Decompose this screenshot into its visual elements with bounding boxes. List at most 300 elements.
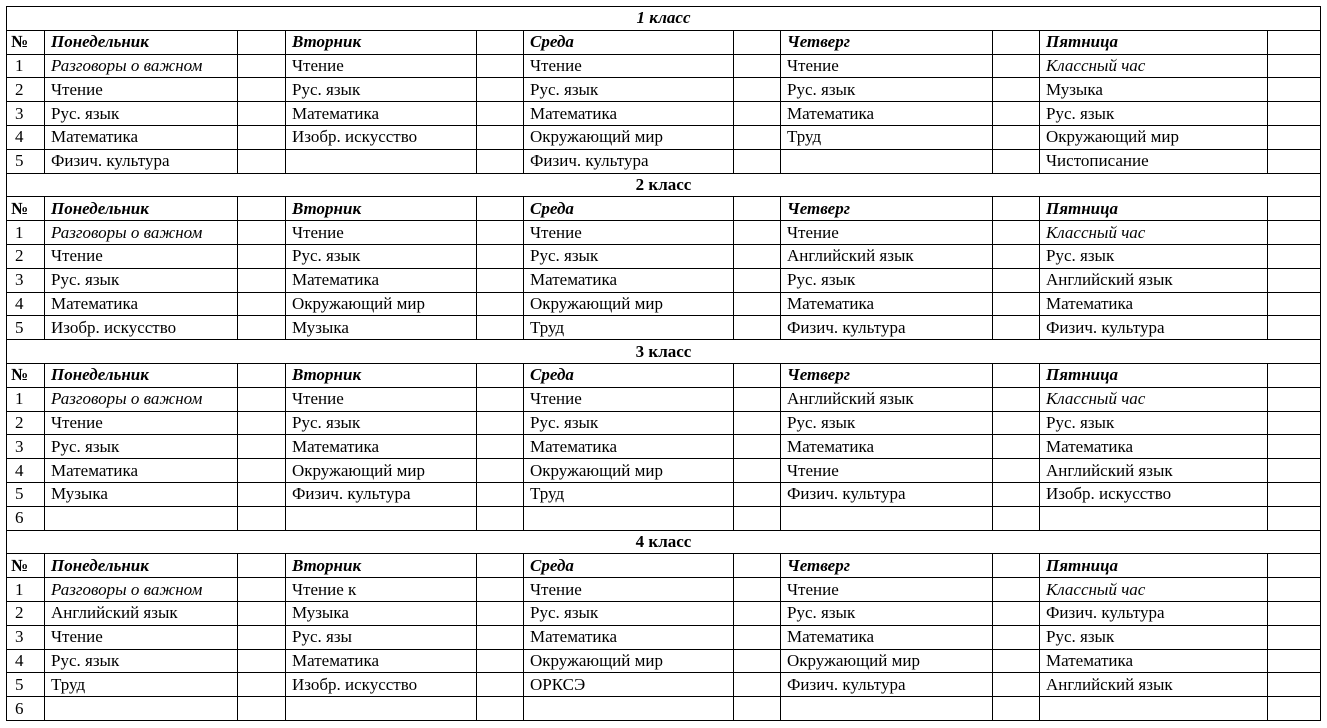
empty-cell	[477, 625, 524, 649]
empty-cell	[1268, 268, 1321, 292]
subject-cell: Классный час	[1040, 387, 1268, 411]
subject-cell	[524, 506, 734, 530]
lesson-number: 2	[7, 78, 45, 102]
empty-cell	[477, 102, 524, 126]
class-title-row	[7, 340, 1321, 364]
empty-cell	[1268, 221, 1321, 245]
subject-cell: Окружающий мир	[1040, 125, 1268, 149]
day-header: Пятница	[1040, 30, 1268, 54]
subject-cell: Английский язык	[781, 387, 993, 411]
empty-cell	[734, 363, 781, 387]
empty-cell	[477, 411, 524, 435]
subject-cell: Физич. культура	[1040, 601, 1268, 625]
subject-cell: Математика	[781, 625, 993, 649]
empty-cell	[477, 221, 524, 245]
subject-cell: Труд	[781, 125, 993, 149]
subject-cell: Музыка	[286, 316, 477, 340]
subject-cell: Рус. язык	[524, 78, 734, 102]
subject-cell: Изобр. искусство	[1040, 482, 1268, 506]
empty-cell	[734, 435, 781, 459]
subject-cell: Чтение	[524, 387, 734, 411]
subject-cell: ОРКСЭ	[524, 673, 734, 697]
day-header: Понедельник	[45, 30, 238, 54]
subject-cell: Английский язык	[1040, 459, 1268, 483]
lesson-row	[7, 54, 1321, 78]
empty-cell	[993, 435, 1040, 459]
day-header: Вторник	[286, 363, 477, 387]
empty-cell	[1268, 697, 1321, 721]
subject-cell	[524, 697, 734, 721]
empty-cell	[238, 268, 286, 292]
empty-cell	[477, 387, 524, 411]
class-title: 2 класс	[7, 173, 1321, 197]
subject-cell: Окружающий мир	[524, 459, 734, 483]
subject-cell: Классный час	[1040, 54, 1268, 78]
empty-cell	[993, 673, 1040, 697]
subject-cell: Математика	[781, 102, 993, 126]
empty-cell	[238, 697, 286, 721]
empty-cell	[1268, 102, 1321, 126]
subject-cell: Рус. язык	[286, 78, 477, 102]
subject-cell: Чтение	[781, 578, 993, 602]
subject-cell: Математика	[286, 649, 477, 673]
lesson-number: 3	[7, 268, 45, 292]
empty-cell	[993, 149, 1040, 173]
subject-cell: Английский язык	[45, 601, 238, 625]
subject-cell: Английский язык	[1040, 268, 1268, 292]
empty-cell	[477, 30, 524, 54]
lesson-row	[7, 625, 1321, 649]
empty-cell	[1268, 506, 1321, 530]
day-header: Четверг	[781, 30, 993, 54]
lesson-row	[7, 435, 1321, 459]
subject-cell: Рус. язы	[286, 625, 477, 649]
empty-cell	[734, 578, 781, 602]
empty-cell	[1268, 625, 1321, 649]
day-header: Среда	[524, 197, 734, 221]
subject-cell: Рус. язык	[45, 649, 238, 673]
lesson-row	[7, 411, 1321, 435]
class-title: 4 класс	[7, 530, 1321, 554]
subject-cell	[781, 149, 993, 173]
lesson-row	[7, 78, 1321, 102]
empty-cell	[734, 316, 781, 340]
subject-cell: Разговоры о важном	[45, 54, 238, 78]
lesson-number: 1	[7, 221, 45, 245]
subject-cell: Рус. язык	[524, 244, 734, 268]
empty-cell	[238, 578, 286, 602]
subject-cell: Математика	[781, 435, 993, 459]
subject-cell: Математика	[286, 268, 477, 292]
subject-cell: Изобр. искусство	[45, 316, 238, 340]
lesson-row	[7, 292, 1321, 316]
subject-cell: Разговоры о важном	[45, 578, 238, 602]
lesson-number: 3	[7, 102, 45, 126]
day-header: Среда	[524, 30, 734, 54]
subject-cell: Окружающий мир	[781, 649, 993, 673]
empty-cell	[477, 268, 524, 292]
empty-cell	[734, 625, 781, 649]
empty-cell	[734, 54, 781, 78]
empty-cell	[993, 30, 1040, 54]
empty-cell	[993, 601, 1040, 625]
empty-cell	[993, 125, 1040, 149]
empty-cell	[1268, 578, 1321, 602]
lesson-row	[7, 601, 1321, 625]
empty-cell	[477, 697, 524, 721]
empty-cell	[734, 411, 781, 435]
day-header: Вторник	[286, 30, 477, 54]
empty-cell	[734, 102, 781, 126]
lesson-row	[7, 268, 1321, 292]
lesson-row	[7, 221, 1321, 245]
empty-cell	[238, 435, 286, 459]
empty-cell	[993, 54, 1040, 78]
schedule-body	[7, 7, 1321, 721]
lesson-row	[7, 125, 1321, 149]
subject-cell: Физич. культура	[781, 316, 993, 340]
subject-cell: Классный час	[1040, 578, 1268, 602]
subject-cell	[286, 697, 477, 721]
lesson-number: 3	[7, 625, 45, 649]
subject-cell: Физич. культура	[1040, 316, 1268, 340]
empty-cell	[993, 268, 1040, 292]
subject-cell: Чтение	[781, 459, 993, 483]
empty-cell	[1268, 316, 1321, 340]
subject-cell: Рус. язык	[1040, 625, 1268, 649]
subject-cell: Математика	[286, 435, 477, 459]
empty-cell	[993, 506, 1040, 530]
empty-cell	[477, 292, 524, 316]
empty-cell	[1268, 601, 1321, 625]
lesson-row	[7, 673, 1321, 697]
day-header: Четверг	[781, 363, 993, 387]
lesson-row	[7, 697, 1321, 721]
empty-cell	[238, 30, 286, 54]
subject-cell: Чтение к	[286, 578, 477, 602]
day-header: Пятница	[1040, 554, 1268, 578]
day-header-row	[7, 554, 1321, 578]
empty-cell	[238, 292, 286, 316]
lesson-number: 5	[7, 316, 45, 340]
lesson-number: 6	[7, 697, 45, 721]
subject-cell: Математика	[781, 292, 993, 316]
subject-cell: Математика	[524, 435, 734, 459]
subject-cell	[45, 506, 238, 530]
lesson-number: 4	[7, 459, 45, 483]
empty-cell	[477, 244, 524, 268]
empty-cell	[238, 316, 286, 340]
empty-cell	[734, 149, 781, 173]
empty-cell	[993, 363, 1040, 387]
lesson-number: 1	[7, 578, 45, 602]
day-header-row	[7, 30, 1321, 54]
empty-cell	[477, 482, 524, 506]
class-title: 1 класс	[7, 7, 1321, 31]
empty-cell	[238, 78, 286, 102]
empty-cell	[238, 221, 286, 245]
subject-cell: Рус. язык	[781, 601, 993, 625]
subject-cell: Физич. культура	[781, 482, 993, 506]
empty-cell	[238, 102, 286, 126]
subject-cell: Классный час	[1040, 221, 1268, 245]
empty-cell	[1268, 387, 1321, 411]
empty-cell	[238, 363, 286, 387]
empty-cell	[993, 697, 1040, 721]
empty-cell	[734, 649, 781, 673]
empty-cell	[1268, 292, 1321, 316]
day-header: Четверг	[781, 197, 993, 221]
lesson-row	[7, 649, 1321, 673]
empty-cell	[477, 459, 524, 483]
class-title-row	[7, 530, 1321, 554]
empty-cell	[993, 78, 1040, 102]
day-header: Понедельник	[45, 363, 238, 387]
class-title: 3 класс	[7, 340, 1321, 364]
subject-cell	[286, 506, 477, 530]
subject-cell: Чтение	[286, 54, 477, 78]
subject-cell: Труд	[524, 316, 734, 340]
empty-cell	[1268, 30, 1321, 54]
subject-cell	[45, 697, 238, 721]
empty-cell	[734, 125, 781, 149]
empty-cell	[238, 387, 286, 411]
subject-cell: Физич. культура	[781, 673, 993, 697]
empty-cell	[734, 554, 781, 578]
subject-cell: Математика	[286, 102, 477, 126]
subject-cell: Музыка	[1040, 78, 1268, 102]
lesson-number: 5	[7, 673, 45, 697]
subject-cell: Чтение	[781, 54, 993, 78]
empty-cell	[734, 482, 781, 506]
subject-cell: Рус. язык	[286, 244, 477, 268]
number-header: №	[7, 363, 45, 387]
empty-cell	[477, 673, 524, 697]
empty-cell	[238, 197, 286, 221]
empty-cell	[238, 54, 286, 78]
empty-cell	[477, 78, 524, 102]
empty-cell	[734, 459, 781, 483]
subject-cell: Рус. язык	[1040, 411, 1268, 435]
empty-cell	[1268, 54, 1321, 78]
subject-cell: Изобр. искусство	[286, 125, 477, 149]
subject-cell: Математика	[45, 292, 238, 316]
day-header-row	[7, 197, 1321, 221]
empty-cell	[477, 316, 524, 340]
empty-cell	[1268, 649, 1321, 673]
subject-cell	[286, 149, 477, 173]
subject-cell: Рус. язык	[1040, 102, 1268, 126]
empty-cell	[734, 292, 781, 316]
lesson-row	[7, 149, 1321, 173]
empty-cell	[734, 268, 781, 292]
empty-cell	[238, 506, 286, 530]
subject-cell: Математика	[524, 102, 734, 126]
lesson-number: 6	[7, 506, 45, 530]
subject-cell: Рус. язык	[1040, 244, 1268, 268]
empty-cell	[993, 292, 1040, 316]
class-title-row	[7, 7, 1321, 31]
empty-cell	[734, 78, 781, 102]
subject-cell: Физич. культура	[286, 482, 477, 506]
number-header: №	[7, 30, 45, 54]
lesson-row	[7, 506, 1321, 530]
subject-cell: Чтение	[286, 387, 477, 411]
lesson-row	[7, 482, 1321, 506]
subject-cell: Математика	[1040, 435, 1268, 459]
subject-cell: Рус. язык	[781, 411, 993, 435]
empty-cell	[993, 221, 1040, 245]
subject-cell: Рус. язык	[286, 411, 477, 435]
lesson-number: 3	[7, 435, 45, 459]
subject-cell: Математика	[45, 459, 238, 483]
empty-cell	[734, 601, 781, 625]
subject-cell	[781, 506, 993, 530]
empty-cell	[238, 125, 286, 149]
lesson-number: 2	[7, 411, 45, 435]
empty-cell	[238, 649, 286, 673]
lesson-number: 1	[7, 387, 45, 411]
empty-cell	[734, 30, 781, 54]
empty-cell	[1268, 554, 1321, 578]
empty-cell	[734, 244, 781, 268]
subject-cell: Английский язык	[1040, 673, 1268, 697]
subject-cell	[781, 697, 993, 721]
empty-cell	[238, 482, 286, 506]
empty-cell	[477, 554, 524, 578]
empty-cell	[477, 197, 524, 221]
lesson-row	[7, 244, 1321, 268]
lesson-number: 4	[7, 292, 45, 316]
day-header: Пятница	[1040, 197, 1268, 221]
empty-cell	[993, 411, 1040, 435]
subject-cell: Чтение	[45, 78, 238, 102]
empty-cell	[993, 554, 1040, 578]
subject-cell: Окружающий мир	[524, 125, 734, 149]
lesson-row	[7, 459, 1321, 483]
empty-cell	[1268, 482, 1321, 506]
empty-cell	[734, 387, 781, 411]
subject-cell: Чтение	[524, 54, 734, 78]
empty-cell	[238, 554, 286, 578]
empty-cell	[993, 387, 1040, 411]
subject-cell: Рус. язык	[781, 78, 993, 102]
empty-cell	[238, 601, 286, 625]
empty-cell	[734, 506, 781, 530]
empty-cell	[993, 482, 1040, 506]
subject-cell: Чтение	[45, 625, 238, 649]
empty-cell	[734, 221, 781, 245]
subject-cell: Физич. культура	[524, 149, 734, 173]
day-header: Среда	[524, 554, 734, 578]
lesson-row	[7, 578, 1321, 602]
empty-cell	[1268, 459, 1321, 483]
subject-cell: Изобр. искусство	[286, 673, 477, 697]
schedule-table	[6, 6, 1321, 721]
empty-cell	[1268, 78, 1321, 102]
subject-cell: Чтение	[524, 221, 734, 245]
empty-cell	[993, 649, 1040, 673]
empty-cell	[238, 411, 286, 435]
empty-cell	[477, 125, 524, 149]
lesson-number: 5	[7, 149, 45, 173]
subject-cell: Физич. культура	[45, 149, 238, 173]
subject-cell: Чтение	[45, 411, 238, 435]
lesson-row	[7, 102, 1321, 126]
subject-cell: Рус. язык	[45, 435, 238, 459]
day-header: Пятница	[1040, 363, 1268, 387]
number-header: №	[7, 554, 45, 578]
subject-cell: Разговоры о важном	[45, 387, 238, 411]
subject-cell: Труд	[524, 482, 734, 506]
empty-cell	[238, 459, 286, 483]
lesson-number: 1	[7, 54, 45, 78]
empty-cell	[1268, 244, 1321, 268]
subject-cell: Математика	[1040, 292, 1268, 316]
empty-cell	[1268, 149, 1321, 173]
empty-cell	[477, 506, 524, 530]
lesson-number: 4	[7, 125, 45, 149]
empty-cell	[993, 197, 1040, 221]
subject-cell: Математика	[524, 625, 734, 649]
subject-cell: Математика	[45, 125, 238, 149]
empty-cell	[1268, 125, 1321, 149]
subject-cell: Математика	[524, 268, 734, 292]
subject-cell: Чтение	[781, 221, 993, 245]
subject-cell: Чтение	[286, 221, 477, 245]
empty-cell	[477, 578, 524, 602]
subject-cell: Английский язык	[781, 244, 993, 268]
empty-cell	[477, 435, 524, 459]
class-title-row	[7, 173, 1321, 197]
empty-cell	[993, 244, 1040, 268]
subject-cell: Рус. язык	[45, 102, 238, 126]
day-header: Вторник	[286, 554, 477, 578]
empty-cell	[477, 54, 524, 78]
empty-cell	[238, 244, 286, 268]
empty-cell	[477, 649, 524, 673]
subject-cell: Окружающий мир	[524, 649, 734, 673]
subject-cell: Рус. язык	[781, 268, 993, 292]
lesson-number: 5	[7, 482, 45, 506]
day-header: Четверг	[781, 554, 993, 578]
subject-cell: Окружающий мир	[286, 459, 477, 483]
empty-cell	[993, 459, 1040, 483]
subject-cell: Музыка	[45, 482, 238, 506]
empty-cell	[477, 363, 524, 387]
empty-cell	[1268, 435, 1321, 459]
empty-cell	[477, 601, 524, 625]
subject-cell: Разговоры о важном	[45, 221, 238, 245]
empty-cell	[1268, 363, 1321, 387]
subject-cell: Рус. язык	[45, 268, 238, 292]
lesson-row	[7, 387, 1321, 411]
empty-cell	[238, 149, 286, 173]
empty-cell	[1268, 197, 1321, 221]
empty-cell	[734, 197, 781, 221]
day-header: Вторник	[286, 197, 477, 221]
subject-cell: Рус. язык	[524, 411, 734, 435]
empty-cell	[1268, 411, 1321, 435]
empty-cell	[477, 149, 524, 173]
day-header: Понедельник	[45, 197, 238, 221]
subject-cell	[1040, 697, 1268, 721]
subject-cell: Чистописание	[1040, 149, 1268, 173]
day-header: Понедельник	[45, 554, 238, 578]
empty-cell	[993, 316, 1040, 340]
lesson-number: 4	[7, 649, 45, 673]
empty-cell	[993, 578, 1040, 602]
